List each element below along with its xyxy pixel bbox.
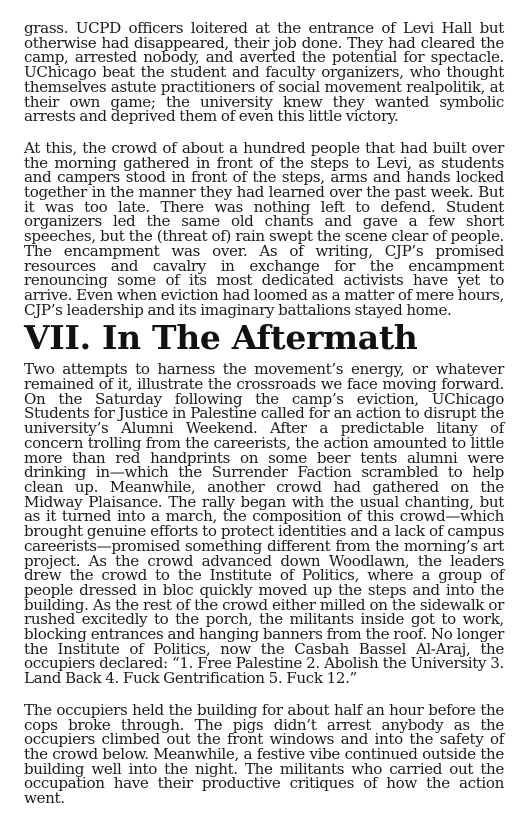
body-paragraph: At this, the crowd of about a hundred people that had built over the morning gathered in front of the steps to Levi, as students and campers stood in front of the steps, arms and hands locked together in the manner they had learned over the past week. But it was too late. There was nothing left to defend. Student organizers led the same old chants and gave a few short speeches, but the (threat of) rain swept the scene clear of people. The encampment was over. As of writing, CJP’s promised resources and cavalry in exchange for the encampment renouncing some of its most dedicated activists have yet to arrive. Even when eviction had loomed as a matter of mere hours, CJP’s leadership and its imaginary battalions stayed home. xyxy=(24,138,504,319)
body-paragraph: grass. UCPD officers loitered at the entrance of Levi Hall but otherwise had disappeared, their job done. They had cleared the camp, arrested nobody, and averted the potential for spectacle. UChicago beat the student and faculty organizers, who thought themselves astute practitioners of social movement realpolitik, at their own game; the university knew they wanted symbolic arrests and deprived them of even this little victory. xyxy=(24,19,504,126)
body-paragraph: Two attempts to harness the movement’s energy, or whatever remained of it, illustrate the crossroads we face moving forward. On the Saturday following the camp’s eviction, UChicago Students for Justice in Palestine called for an action to disrupt the university’s Alumni Weekend. After a predictable litany of concern trolling from the careerists, the action amounted to little more than red handprints on some beer tents alumni were drinking in—which the Surrender Faction scrambled to help clean up. Meanwhile, another crowd had gathered on the Midway Plaisance. The rally began with the usual chanting, but as it turned into a march, the composition of this crowd—which brought genuine efforts to protect identities and a lack of campus careerists—promised something different from the morning’s art project. As the crowd advanced down Woodlawn, the leaders drew the crowd to the Institute of Politics, where a group of people dressed in bloc quickly moved up the steps and into the building. As the rest of the crowd either milled on the sidewalk or rushed excitedly to the porch, the militants inside got to work, blocking entrances and hanging banners from the roof. No longer the Institute of Politics, now the Casbah Bassel Al-Araj, the occupiers declared: “1. Free Palestine 2. Abolish the University 3. Land Back 4. Fuck Gentrification 5. Fuck 12.” xyxy=(24,360,504,688)
body-paragraph: The occupiers held the building for about half an hour before the cops broke through. The pigs didn’t arrest anybody as the occupiers climbed out the front windows and into the safety of the crowd below. Meanwhile, a festive vibe continued outside the building well into the night. The militants who carried out the occupation have their productive critiques of how the action went. xyxy=(24,700,504,808)
section-heading: VII. In The Aftermath xyxy=(24,318,418,358)
